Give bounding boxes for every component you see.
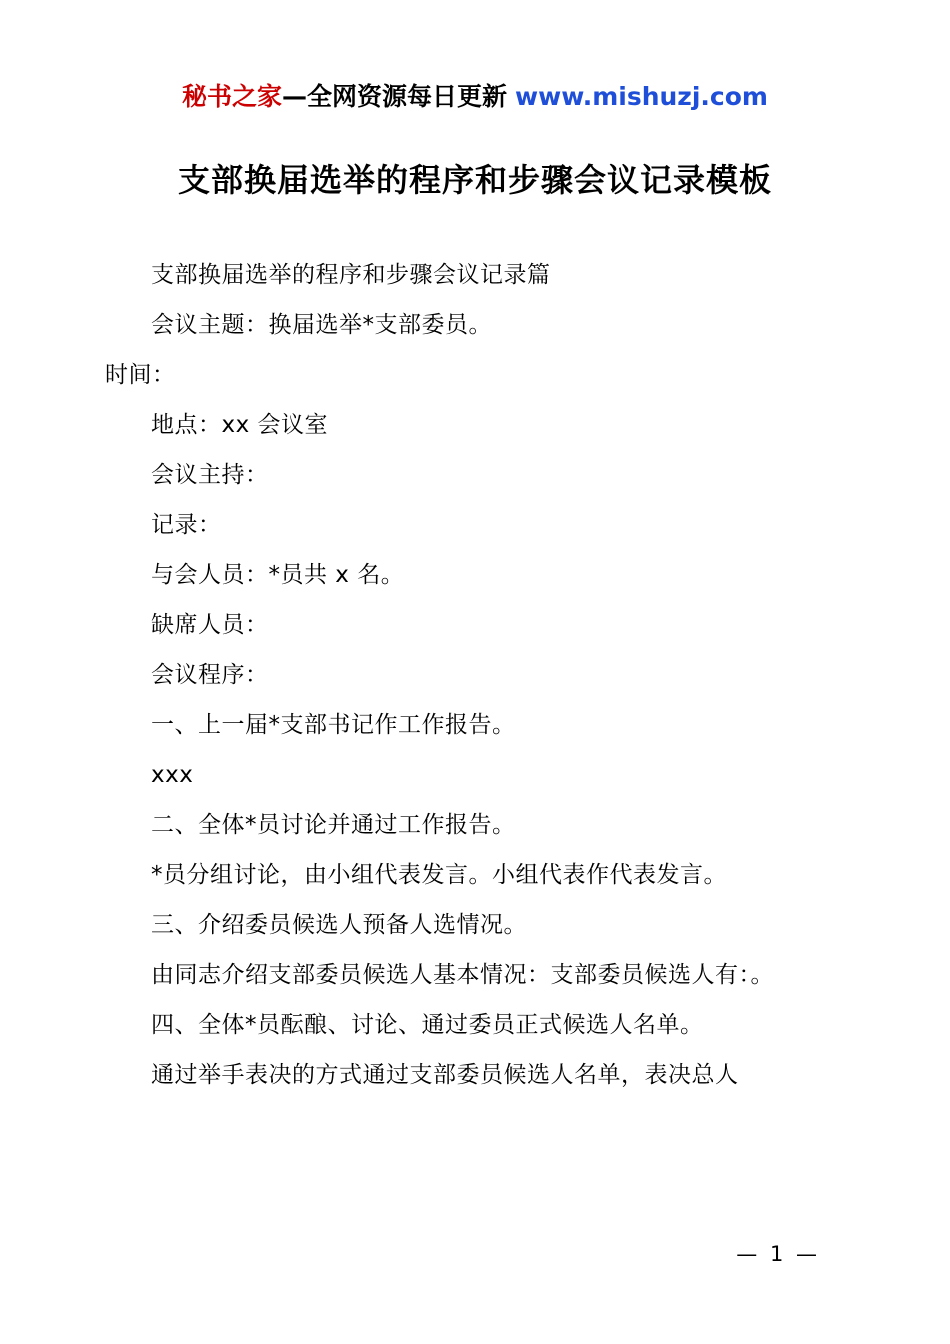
- body-paragraph: 会议主题：换届选举*支部委员。: [151, 311, 492, 338]
- body-paragraph: 支部换届选举的程序和步骤会议记录篇: [151, 261, 551, 288]
- body-paragraph: 一、上一届*支部书记作工作报告。: [151, 711, 516, 738]
- document-body: [105, 250, 845, 1100]
- body-paragraph: 缺席人员：: [151, 611, 269, 638]
- body-paragraph: 时间：: [105, 361, 176, 388]
- body-paragraph: *员分组讨论，由小组代表发言。小组代表作代表发言。: [151, 861, 727, 888]
- body-paragraph: 通过举手表决的方式通过支部委员候选人名单，表决总人: [151, 1061, 739, 1088]
- site-url[interactable]: www.mishuzj.com: [515, 82, 768, 111]
- page-title: 支部换届选举的程序和步骤会议记录模板: [177, 161, 772, 199]
- site-banner: [105, 0, 845, 112]
- body-paragraph: 由同志介绍支部委员候选人基本情况：支部委员候选人有：。: [151, 961, 774, 988]
- body-paragraph: 会议程序：: [151, 661, 269, 688]
- site-tagline: —全网资源每日更新: [282, 82, 508, 111]
- body-paragraph: 记录：: [151, 511, 222, 538]
- site-brand: 秘书之家: [182, 82, 283, 111]
- page-number: — 1 —: [736, 1242, 820, 1266]
- body-paragraph: 会议主持：: [151, 461, 269, 488]
- body-paragraph: xxx: [151, 761, 194, 788]
- body-paragraph: 三、介绍委员候选人预备人选情况。: [151, 911, 527, 938]
- body-paragraph: 与会人员：*员共 x 名。: [151, 561, 405, 588]
- body-paragraph: 四、全体*员酝酿、讨论、通过委员正式候选人名单。: [151, 1011, 704, 1038]
- body-paragraph: 地点：xx 会议室: [151, 411, 329, 438]
- body-paragraph: 二、全体*员讨论并通过工作报告。: [151, 811, 516, 838]
